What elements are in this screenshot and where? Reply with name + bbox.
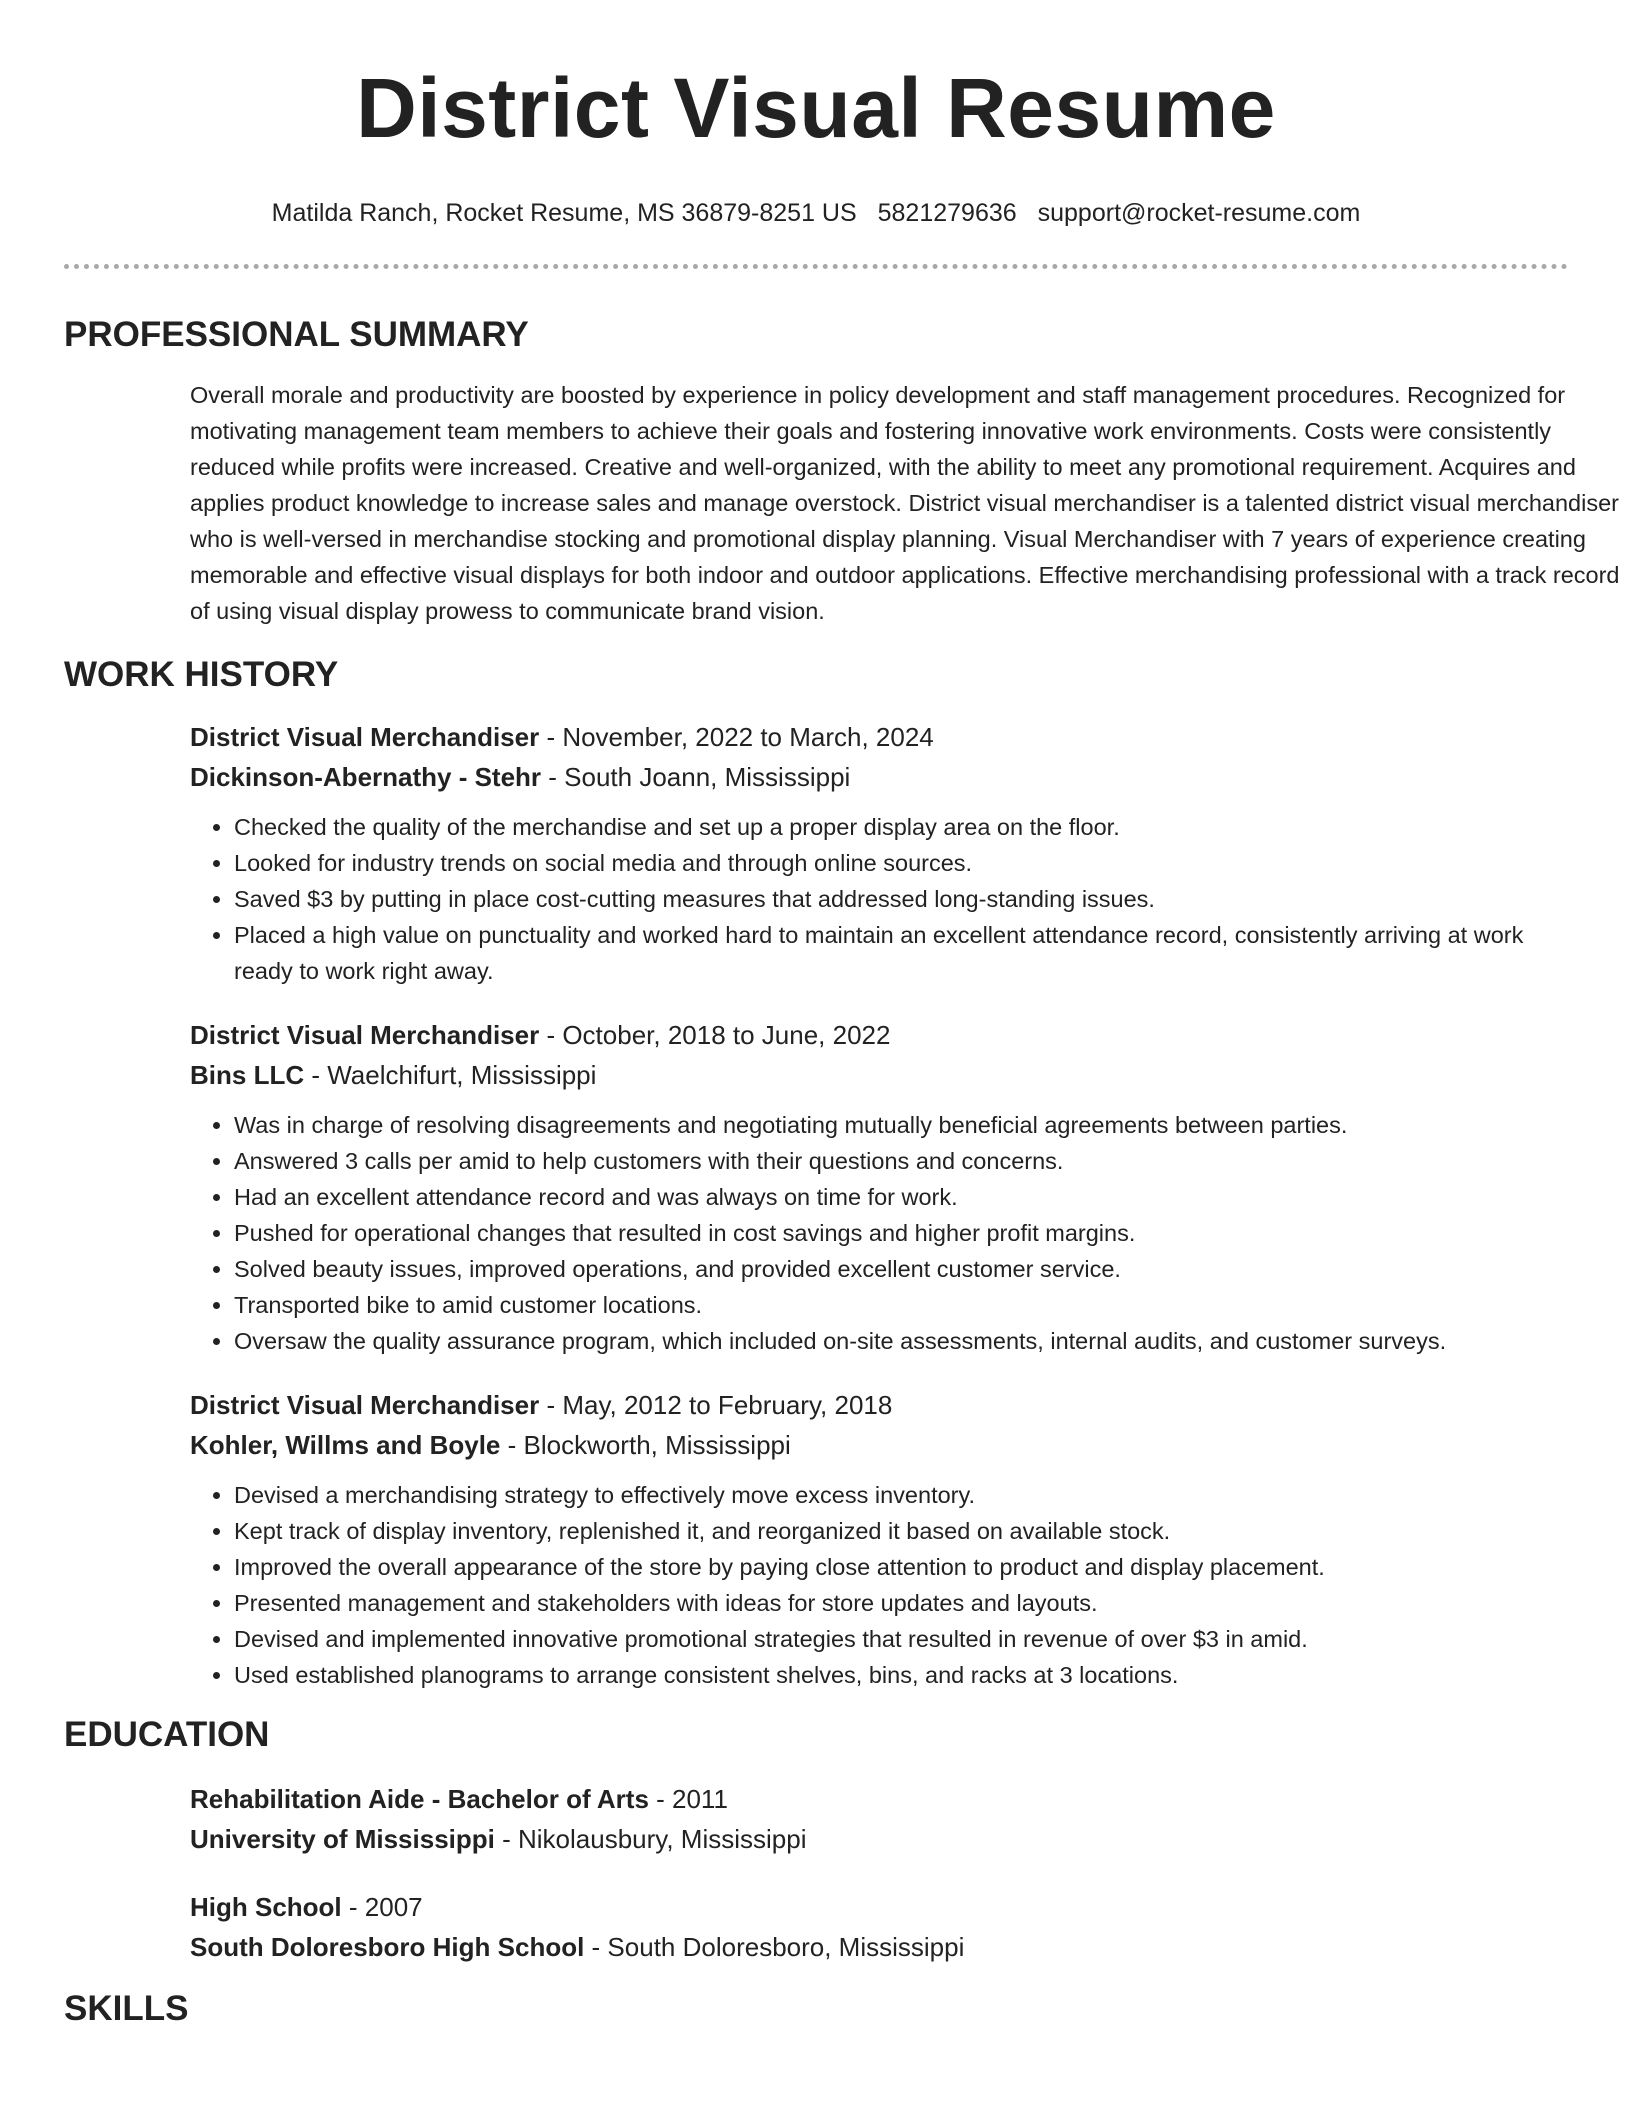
header-divider — [64, 264, 1568, 269]
job-bullet: • Devised a merchandising strategy to effectively move excess inventory. — [234, 1477, 1568, 1513]
education-school-line — [190, 1927, 1568, 1967]
job-bullets — [190, 809, 1568, 989]
job-dates: - May, 2012 to February, 2018 — [539, 1390, 893, 1420]
resume-name: District Visual Resume — [356, 61, 1276, 155]
job-company-line — [190, 1055, 1568, 1095]
education-degree: High School — [190, 1892, 342, 1922]
education-year: - 2007 — [341, 1892, 423, 1922]
education-year: - 2011 — [648, 1784, 728, 1814]
job-location: - South Joann, Mississippi — [541, 762, 851, 792]
job-dates: - November, 2022 to March, 2024 — [539, 722, 934, 752]
job-bullets — [190, 1107, 1568, 1359]
job-company-line — [190, 1425, 1568, 1465]
education-entry — [190, 1887, 1568, 1967]
job-bullet: • Improved the overall appearance of the store by paying close attention to product and display placement. — [234, 1549, 1568, 1585]
job-title-line — [190, 1015, 1568, 1055]
job-bullet: • Had an excellent attendance record and was always on time for work. — [234, 1179, 1568, 1215]
job-bullet: • Looked for industry trends on social media and through online sources. — [234, 845, 1568, 881]
job-title-line — [190, 717, 1568, 757]
education-school-line — [190, 1819, 1568, 1859]
job-bullet: • Answered 3 calls per amid to help customers with their questions and concerns. — [234, 1143, 1568, 1179]
job-bullet: • Saved $3 by putting in place cost-cutting measures that addressed long-standing issues. — [234, 881, 1568, 917]
job-company: Bins LLC — [190, 1060, 305, 1090]
education-school: South Doloresboro High School — [190, 1932, 585, 1962]
job-position: District Visual Merchandiser — [190, 1390, 540, 1420]
job-bullet: • Presented management and stakeholders with ideas for store updates and layouts. — [234, 1585, 1568, 1621]
education-degree-line — [190, 1779, 1568, 1819]
job-position: District Visual Merchandiser — [190, 1020, 540, 1050]
summary-heading: PROFESSIONAL SUMMARY — [64, 315, 529, 354]
skills-heading: SKILLS — [64, 1989, 189, 2028]
job-company: Dickinson-Abernathy - Stehr — [190, 762, 542, 792]
education-heading: EDUCATION — [64, 1715, 270, 1754]
job-entry — [190, 717, 1568, 989]
summary-text: Overall morale and productivity are boosted by experience in policy development and staff management procedures. Recognized for motivating management team members to achieve their goals and fostering innovative work environments. Costs were consistently reduced while profits were increased. Creative and well-organized, with the ability to meet any promotional requirement. Acquires and applies product knowledge to increase sales and manage overstock. District visual merchandiser is a talented district visual merchandiser who is well-versed in merchandise stocking and promotional display planning. Visual Merchandiser with 7 years of experience creating memorable and effective visual displays for both indoor and outdoor applications. Effective merchandising professional with a track record of using visual display prowess to communicate brand vision. — [190, 382, 1620, 624]
education-degree-line — [190, 1887, 1568, 1927]
education-location: - Nikolausbury, Mississippi — [494, 1824, 807, 1854]
job-bullet: • Used established planograms to arrange consistent shelves, bins, and racks at 3 locations. — [234, 1657, 1568, 1693]
job-bullet: • Kept track of display inventory, replenished it, and reorganized it based on available stock. — [234, 1513, 1568, 1549]
education-location: - South Doloresboro, Mississippi — [584, 1932, 965, 1962]
work-history-heading: WORK HISTORY — [64, 655, 339, 694]
job-bullet: • Transported bike to amid customer locations. — [234, 1287, 1568, 1323]
job-dates: - October, 2018 to June, 2022 — [539, 1020, 891, 1050]
contact-phone: 5821279636 — [877, 199, 1017, 227]
job-company-line — [190, 757, 1568, 797]
job-entry — [190, 1385, 1568, 1693]
job-location: - Waelchifurt, Mississippi — [304, 1060, 597, 1090]
job-bullet: • Checked the quality of the merchandise and set up a proper display area on the floor. — [234, 809, 1568, 845]
job-position: District Visual Merchandiser — [190, 722, 540, 752]
job-bullet: • Placed a high value on punctuality and worked hard to maintain an excellent attendance record, consistently arriving at work ready to work right away. — [234, 917, 1568, 989]
job-bullet: • Was in charge of resolving disagreements and negotiating mutually beneficial agreements between parties. — [234, 1107, 1568, 1143]
education-school: University of Mississippi — [190, 1824, 495, 1854]
job-entry — [190, 1015, 1568, 1359]
job-company: Kohler, Willms and Boyle — [190, 1430, 501, 1460]
job-title-line — [190, 1385, 1568, 1425]
contact-email: support@rocket-resume.com — [1037, 199, 1361, 227]
contact-address: Matilda Ranch, Rocket Resume, MS 36879-8251 US — [271, 199, 857, 227]
job-bullet: • Pushed for operational changes that resulted in cost savings and higher profit margins. — [234, 1215, 1568, 1251]
job-location: - Blockworth, Mississippi — [500, 1430, 791, 1460]
job-bullet: • Oversaw the quality assurance program, which included on-site assessments, internal audits, and customer surveys. — [234, 1323, 1568, 1359]
job-bullets — [190, 1477, 1568, 1693]
contact-line — [64, 198, 1568, 228]
job-bullet: • Devised and implemented innovative promotional strategies that resulted in revenue of over $3 in amid. — [234, 1621, 1568, 1657]
job-bullet: • Solved beauty issues, improved operations, and provided excellent customer service. — [234, 1251, 1568, 1287]
education-entry — [190, 1779, 1568, 1859]
education-degree: Rehabilitation Aide - Bachelor of Arts — [190, 1784, 649, 1814]
